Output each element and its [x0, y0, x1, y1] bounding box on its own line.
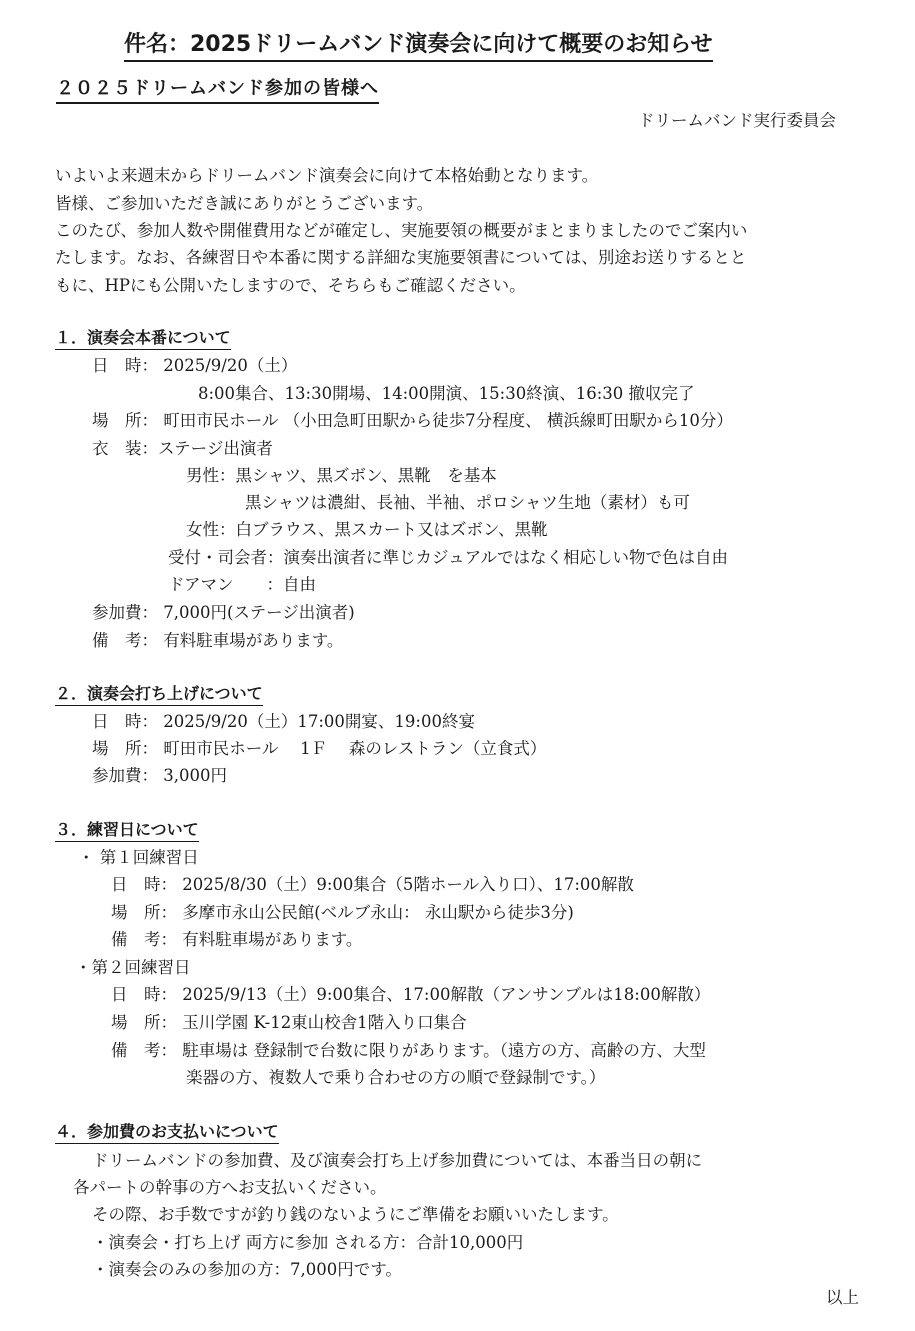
- payment-line: ドリームバンドの参加費、及び演奏会打ち上げ参加費については、本番当日の朝に: [92, 1151, 703, 1170]
- costume-male-note: 黒シャツは濃紺、長袖、半袖、ポロシャツ生地（素材）も可: [245, 493, 690, 512]
- closing-mark: 以上: [826, 1288, 859, 1307]
- practice2-title: ・第２回練習日: [75, 958, 191, 977]
- greeting-heading: ２０２５ドリームバンド参加の皆様へ: [56, 76, 379, 104]
- section-heading: １．演奏会本番について: [55, 327, 231, 350]
- costume-reception: 受付・司会者：演奏出演者に準じカジュアルではなく相応しい物で色は自由: [168, 548, 729, 567]
- intro-line: いよいよ来週末からドリームバンド演奏会に向けて本格始動となります。: [55, 166, 599, 185]
- practice2-venue: 場 所： 玉川学園 K-12東山校舎1階入り口集合: [111, 1013, 467, 1032]
- intro-line: 皆様、ご参加いただき誠にありがとうございます。: [55, 194, 434, 213]
- payment-line: その際、お手数ですが釣り銭のないようにご準備をお願いいたします。: [92, 1205, 619, 1224]
- section-heading: ３．練習日について: [55, 819, 199, 842]
- concert-fee: 参加費： 7,000円(ステージ出演者): [92, 603, 355, 622]
- practice2-note-cont: 楽器の方、複数人で乗り合わせの方の順で登録制です。）: [186, 1068, 606, 1087]
- party-fee: 参加費： 3,000円: [92, 766, 227, 785]
- party-date: 日 時： 2025/9/20（土）17:00開宴、19:00終宴: [92, 712, 475, 731]
- concert-schedule: 8:00集合、13:30開場、14:00開演、15:30終演、16:30 撤収完了: [198, 384, 695, 403]
- practice2-date: 日 時： 2025/9/13（土）9:00集合、17:00解散（アンサンブルは18:00解散）: [111, 985, 711, 1004]
- intro-line: もに、HPにも公開いたしますので、そちらもご確認ください。: [55, 276, 526, 295]
- section-heading: ４．参加費のお支払いについて: [55, 1121, 279, 1144]
- costume-doorman: ドアマン ：自由: [168, 575, 317, 594]
- practice2-note: 備 考： 駐車場は 登録制で台数に限りがあります。（遠方の方、高齢の方、大型: [111, 1041, 706, 1060]
- costume-male: 男性：黒シャツ、黒ズボン、黒靴 を基本: [186, 466, 497, 485]
- practice1-title: ・ 第１回練習日: [78, 848, 199, 867]
- practice1-venue: 場 所： 多摩市永山公民館(ベルブ永山： 永山駅から徒歩3分): [111, 903, 574, 922]
- payment-concert-only: ・演奏会のみの参加の方：7,000円です。: [92, 1260, 402, 1279]
- payment-line: 各パートの幹事の方へお支払いください。: [73, 1178, 387, 1197]
- concert-venue: 場 所： 町田市民ホール （小田急町田駅から徒歩7分程度、 横浜線町田駅から10分）: [92, 411, 733, 430]
- intro-line: このたび、参加人数や開催費用などが確定し、実施要領の概要がまとまりましたのでご案内い: [55, 221, 748, 240]
- payment-total: ・演奏会・打ち上げ 両方に参加 される方：合計10,000円: [92, 1233, 524, 1252]
- page-title: 件名：2025ドリームバンド演奏会に向けて概要のお知らせ: [124, 30, 713, 62]
- practice1-note: 備 考： 有料駐車場があります。: [111, 930, 363, 949]
- practice1-date: 日 時： 2025/8/30（土）9:00集合（5階ホール入り口）、17:00解散: [111, 875, 634, 894]
- party-venue: 場 所： 町田市民ホール 1Ｆ 森のレストラン（立食式）: [92, 739, 547, 758]
- concert-costume: 衣 装：ステージ出演者: [92, 439, 273, 458]
- concert-note: 備 考： 有料駐車場があります。: [92, 631, 344, 650]
- sender-name: ドリームバンド実行委員会: [638, 111, 836, 130]
- intro-line: たします。なお、各練習日や本番に関する詳細な実施要領書については、別途お送りするとと: [55, 248, 747, 267]
- costume-female: 女性：白ブラウス、黒スカート又はズボン、黒靴: [186, 520, 548, 539]
- concert-date: 日 時： 2025/9/20（土）: [92, 356, 298, 375]
- section-heading: ２．演奏会打ち上げについて: [55, 683, 263, 706]
